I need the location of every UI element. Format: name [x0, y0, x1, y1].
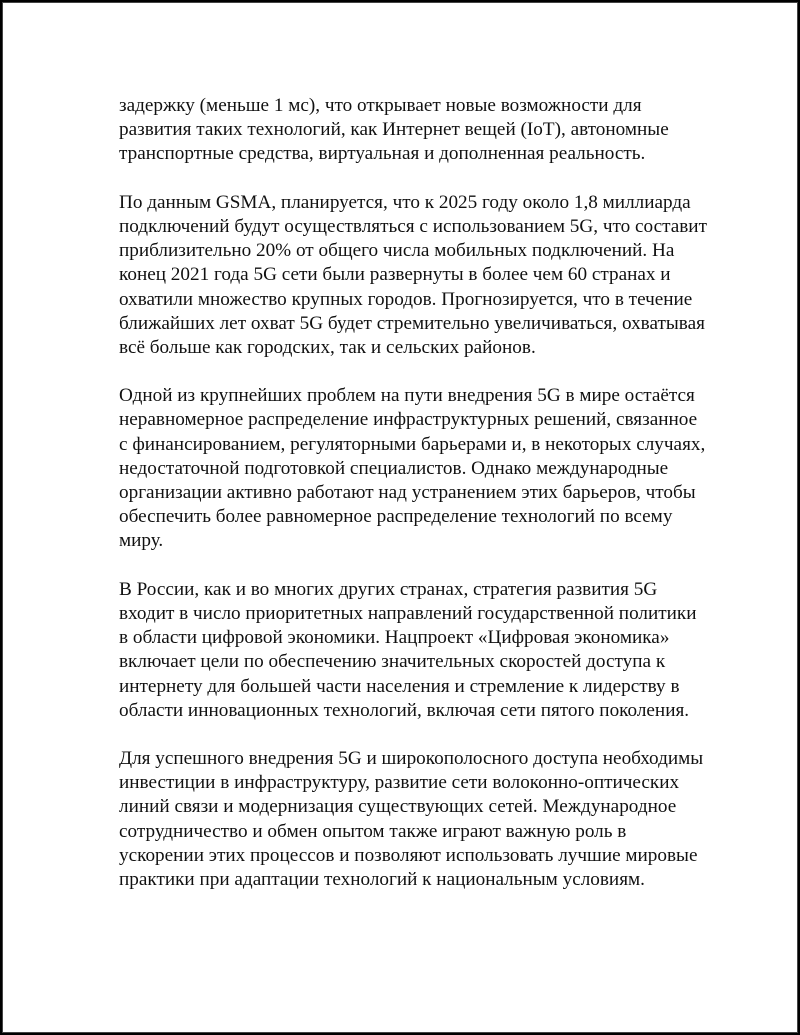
- text-line: транспортные средства, виртуальная и дополненная реальность.: [119, 143, 646, 165]
- paragraph-5: [119, 747, 709, 892]
- document-body: [119, 94, 709, 916]
- text-line: ускорении этих процессов и позволяют использовать лучшие мировые: [119, 844, 698, 866]
- text-line: инвестиции в инфраструктуру, развитие сети волоконно-оптических: [119, 772, 680, 794]
- text-line: охватили множество крупных городов. Прогнозируется, что в течение: [119, 288, 693, 310]
- text-line: недостаточной подготовкой специалистов. Однако международные: [119, 457, 669, 479]
- paragraph-4: [119, 578, 709, 723]
- text-line: неравномерное распределение инфраструктурных решений, связанное: [119, 409, 698, 431]
- text-line: организации активно работают над устранением этих барьеров, чтобы: [119, 482, 696, 503]
- text-line: миру.: [119, 530, 164, 552]
- text-line: конец 2021 года 5G сети были развернуты в более чем 60 странах и: [119, 264, 671, 286]
- text-line: всё больше как городских, так и сельских районов.: [119, 336, 536, 358]
- text-line: ближайших лет охват 5G будет стремительно увеличиваться, охватывая: [119, 312, 705, 334]
- text-line: подключений будут осуществляться с использованием 5G, что составит: [119, 215, 707, 237]
- text-line: входит в число приоритетных направлений государственной политики: [119, 602, 697, 624]
- text-line: области инновационных технологий, включая сети пятого поколения.: [119, 699, 690, 721]
- text-line: практики при адаптации технологий к национальным условиям.: [119, 869, 645, 890]
- text-line: Одной из крупнейших проблем на пути внедрения 5G в мире остаётся: [119, 385, 695, 407]
- text-line: сотрудничество и обмен опытом также играют важную роль в: [119, 820, 627, 842]
- paragraph-3: [119, 384, 709, 553]
- text-line: задержку (меньше 1 мс), что открывает новые возможности для: [119, 95, 642, 116]
- text-line: Для успешного внедрения 5G и широкополосного доступа необходимы: [119, 748, 704, 770]
- text-line: приблизительно 20% от общего числа мобильных подключений. На: [119, 240, 675, 262]
- text-line: интернету для большей части населения и стремление к лидерству в: [119, 675, 680, 697]
- text-line: линий связи и модернизация существующих сетей. Международное: [119, 796, 677, 818]
- text-line: По данным GSMA, планируется, что к 2025 году около 1,8 миллиарда: [119, 191, 691, 213]
- text-line: развития таких технологий, как Интернет вещей (IoT), автономные: [119, 119, 669, 141]
- text-line: обеспечить более равномерное распределение технологий по всему: [119, 506, 673, 528]
- text-line: включает цели по обеспечению значительных скоростей доступа к: [119, 651, 666, 673]
- text-line: в области цифровой экономики. Нацпроект «Цифровая экономика»: [119, 627, 670, 649]
- paragraph-1: [119, 94, 709, 167]
- paragraph-2: [119, 191, 709, 360]
- text-line: с финансированием, регуляторными барьерами и, в некоторых случаях,: [119, 433, 706, 455]
- text-line: В России, как и во многих других странах, стратегия развития 5G: [119, 578, 658, 600]
